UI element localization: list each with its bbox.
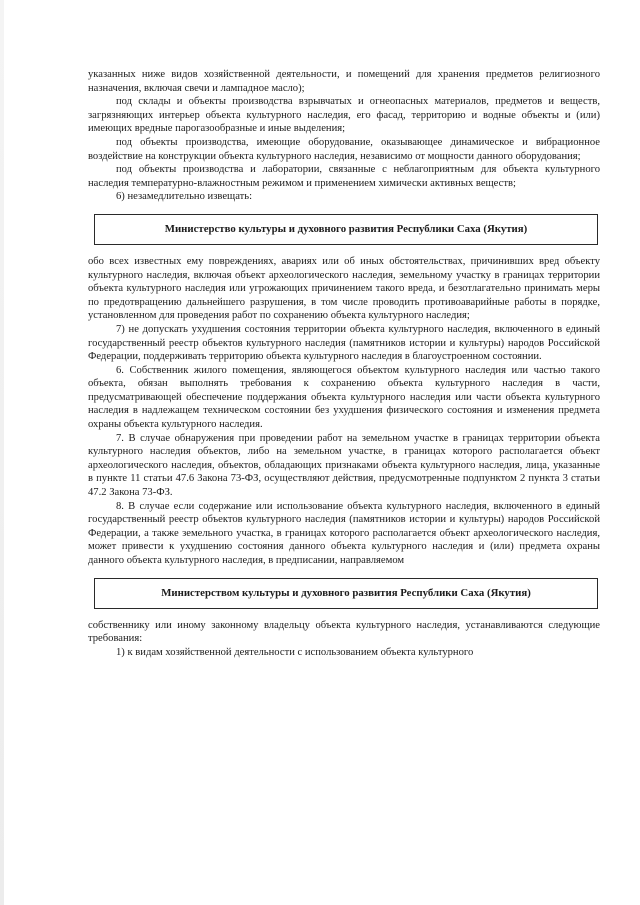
- paragraph: 7. В случае обнаружения при проведении работ на земельном участке в границах территории объекта культурного наследия объектов, либо на земельном участке, в границах которого располагается объект археологического наследия, объектов, обладающих признаками объекта культурного наследия, лица, указанные в пункте 11 статьи 47.6 Закона 73-ФЗ, осуществляют действия, предусмотренные подпунктом 2 пункта 3 статьи 47.2 Закона 73-ФЗ.: [88, 432, 600, 499]
- paragraph: указанных ниже видов хозяйственной деятельности, и помещений для хранения предметов религиозного назначения, включая свечи и лампадное масло);: [88, 69, 600, 94]
- paragraph: 7) не допускать ухудшения состояния территории объекта культурного наследия, включенного в единый государственный реестр объектов культурного наследия (памятников истории и культуры) народов Российской Федерации, поддерживать территорию объекта культурного наследия в благоустроенном состоянии.: [88, 323, 600, 363]
- text-block-3: [88, 619, 600, 660]
- ministry-banner-2: Министерством культуры и духовного развития Республики Саха (Якутия): [94, 578, 598, 609]
- document-page: [88, 68, 600, 659]
- paragraph: собственнику или иному законному владельцу объекта культурного наследия, устанавливаются следующие требования:: [88, 619, 600, 645]
- paragraph: под склады и объекты производства взрывчатых и огнеопасных материалов, предметов и веществ, загрязняющих интерьер объекта культурного наследия, его фасад, территорию и водные объекты и (или) имеющих вредные парогазообразные и иные выделения;: [88, 96, 600, 135]
- scan-edge: [0, 0, 4, 905]
- paragraph: под объекты производства и лаборатории, связанные с неблагоприятным для объекта культурного наследия температурно-влажностным режимом и применением химически активных веществ;: [88, 164, 600, 189]
- paragraph: 8. В случае если содержание или использование объекта культурного наследия, включенного в единый государственный реестр объектов культурного наследия (памятников истории и культуры) народов Российской Федерации, а также земельного участка, в границах которого располагается объект археологического наследия, может привести к ухудшению состояния данного объекта культурного наследия и (или) предмета охраны данного объекта культурного наследия, в предписании, направляемом: [88, 500, 600, 566]
- ministry-banner-1: Министерство культуры и духовного развития Республики Саха (Якутия): [94, 214, 598, 245]
- text-block-2: [88, 255, 600, 568]
- paragraph: 6) незамедлительно извещать:: [116, 191, 253, 203]
- paragraph: под объекты производства, имеющие оборудование, оказывающее динамическое и вибрационное воздействие на конструкции объекта культурного наследия, независимо от мощности данного оборудования;: [88, 136, 600, 162]
- paragraph: обо всех известных ему повреждениях, авариях или об иных обстоятельствах, причинивших вред объекту культурного наследия, включая объект археологического наследия, земельному участку в границах территории объекта культурного наследия или угрожающих причинением такого вреда, и безотлагательно принимать меры по предотвращению дальнейшего разрушения, в том числе проводить противоаварийные работы в порядке, установленном для проведения работ по сохранению объекта культурного наследия;: [88, 255, 600, 322]
- paragraph: 1) к видам хозяйственной деятельности с использованием объекта культурного: [116, 646, 474, 658]
- text-block-1: [88, 68, 600, 204]
- paragraph: 6. Собственник жилого помещения, являющегося объектом культурного наследия или частью такого объекта, обязан выполнять требования к сохранению объекта культурного наследия в части, предусматривающей обеспечение поддержания объекта культурного наследия или части объекта культурного наследия в надлежащем техническом состоянии без ухудшения физического состояния и изменения предмета охраны объекта культурного наследия.: [88, 364, 600, 431]
